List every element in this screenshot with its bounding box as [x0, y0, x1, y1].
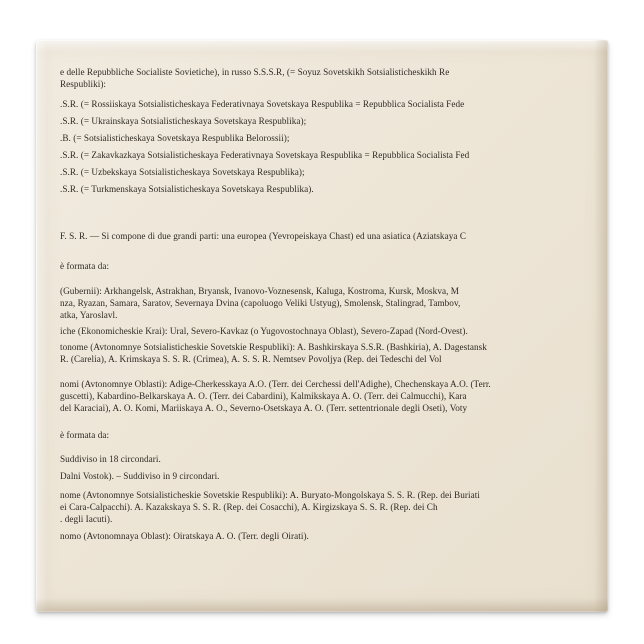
document-text-line: .S.R. (= Rossiiskaya Sotsialisticheskaya Federativnaya Sovetskaya Respublika = Repubblica Socialista Fede	[60, 99, 465, 109]
document-text-line: nome (Avtonomnye Sotsialisticheskie Sovetskie Respubliki): A. Buryato-Mongolskaya S. S. R. (Rep. dei Buriati	[60, 490, 480, 500]
document-text-line: Suddiviso in 18 circondari.	[60, 454, 161, 464]
document-text-line: R. (Carelia), A. Krimskaya S. S. R. (Crimea), A. S. S. R. Nemtsev Povoljya (Rep. dei Tedeschi del Vol	[60, 354, 442, 364]
document-text-line: . degli Iacuti).	[60, 514, 113, 524]
document-text-line: .S.R. (= Uzbekskaya Sotsialisticheskaya Sovetskaya Respublika);	[60, 167, 305, 177]
document-text-line: .S.R. (= Turkmenskaya Sotsialisticheskaya Sovetskaya Respublika).	[60, 184, 314, 194]
document-text-line: nza, Ryazan, Samara, Saratov, Severnaya Dvina (capoluogo Veliki Ustyug), Smolensk, Stalingrad, Tambov,	[60, 298, 461, 308]
document-text-line: tonome (Avtonomnye Sotsialisticheskie Sovetskie Respubliki): A. Bashkirskaya S.S.R. (Bashkiria), A. Dagestansk	[60, 342, 487, 352]
document-text-line: F. S. R. — Si compone di due grandi parti: una europea (Yevropeiskaya Chast) ed una asiatica (Aziatskaya C	[60, 231, 466, 241]
document-text-line: Dalni Vostok). – Suddiviso in 9 circondari.	[60, 471, 220, 481]
document-text-line: ei Cara-Calpacchi). A. Kazakskaya S. S. R. (Rep. dei Cosacchi), A. Kirgizskaya S. S. R. (Rep. dei Ch	[60, 502, 438, 512]
document-text-line: nomo (Avtonomnaya Oblast): Oiratskaya A. O. (Terr. degli Oirati).	[60, 531, 309, 541]
document-tile	[36, 40, 608, 612]
document-text-line: Respubliki):	[60, 79, 107, 89]
document-text-line: iche (Ekonomicheskie Krai): Ural, Severo-Kavkaz (o Yugovostochnaya Oblast), Severo-Zapad (Nord-Ovest).	[60, 326, 468, 336]
document-text-line: e delle Repubbliche Socialiste Sovietiche), in russo S.S.S.R, (= Soyuz Sovetskikh Sotsialisticheskikh Re	[60, 67, 450, 77]
document-text-block	[36, 40, 608, 612]
document-text-line: .S.R. (= Zakavkazkaya Sotsialisticheskaya Federativnaya Sovetskaya Respublika = Repubblica Socialista Fed	[60, 150, 470, 160]
document-text-line: (Gubernii): Arkhangelsk, Astrakhan, Bryansk, Ivanovo-Voznesensk, Kaluga, Kostroma, Kursk, Moskva, M	[60, 286, 460, 296]
document-text-line: .B. (= Sotsialisticheskaya Sovetskaya Respublika Belorossii);	[60, 133, 290, 143]
document-text-line: guscetti), Kabardino-Belkarskaya A. O. (Terr. dei Cabardini), Kalmikskaya A. O. (Terr. dei Calmucchi), Kara	[60, 391, 467, 401]
document-text-line: è formata da:	[60, 430, 110, 440]
document-text-line: nomi (Avtonomnye Oblasti): Adige-Cherkesskaya A.O. (Terr. dei Cerchessi dell'Adighe), Chechenskaya A.O. (Terr.	[60, 379, 491, 389]
document-text-line: del Karaciai), A. O. Komi, Mariiskaya A. O., Severno-Osetskaya A. O. (Terr. settentrionale degli Oseti), Voty	[60, 403, 468, 413]
document-text-line: atka, Yaroslavl.	[60, 310, 118, 320]
document-text-line: è formata da:	[60, 261, 110, 271]
document-text-line: .S.R. (= Ukrainskaya Sotsialisticheskaya Sovetskaya Respublika);	[60, 116, 307, 126]
